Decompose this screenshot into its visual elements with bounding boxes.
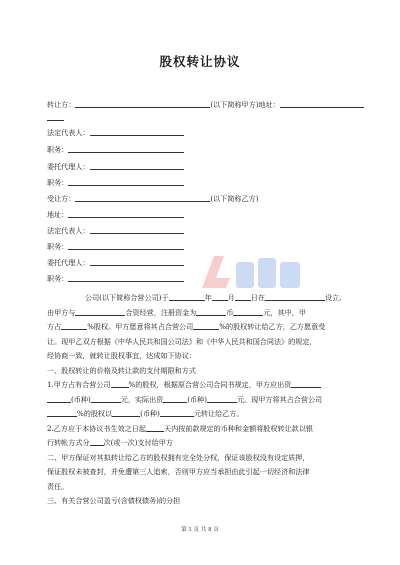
clause1-contribution-blank[interactable] bbox=[291, 380, 321, 388]
transfer-percent-blank[interactable] bbox=[193, 322, 219, 330]
transferee-position-label: 职务： bbox=[47, 242, 69, 251]
transferee-address-line bbox=[47, 210, 184, 219]
clause-1-row-3: %的股权以 (币种) 元转让给乙方。 bbox=[47, 407, 357, 422]
transferor-legal-rep-label: 法定代表人： bbox=[47, 128, 90, 137]
transferee-line bbox=[47, 194, 258, 203]
transferee-position2-label: 职务： bbox=[47, 274, 69, 283]
partner-blank[interactable] bbox=[75, 308, 125, 316]
clause-1-row-1: 1.甲方占有合营公司 %的股权，根据原合营公司合同书规定，甲方应出资 bbox=[47, 378, 357, 393]
transferee-legal-rep-line bbox=[47, 226, 184, 235]
section-2-line-3: 责任。 bbox=[47, 481, 69, 491]
transferor-suffix: (以下简称甲方) bbox=[210, 100, 259, 109]
transferee-legal-rep-blank[interactable] bbox=[90, 226, 184, 234]
clause1-blank-a[interactable] bbox=[47, 395, 71, 403]
clause2-installments-blank[interactable] bbox=[90, 438, 104, 446]
transferor-position2-blank[interactable] bbox=[68, 178, 184, 186]
watermark-mark bbox=[202, 256, 230, 288]
clause1-blank-d[interactable] bbox=[207, 395, 237, 403]
share-percent-blank[interactable] bbox=[61, 322, 87, 330]
transferor-legal-rep-line bbox=[47, 128, 184, 137]
transferee-agent-line bbox=[47, 258, 184, 267]
transferor-position-line bbox=[47, 145, 184, 154]
watermark-logo bbox=[196, 248, 316, 298]
watermark-glyph-2 bbox=[258, 258, 276, 288]
capital-amount-blank[interactable] bbox=[233, 308, 263, 316]
transferee-address-blank[interactable] bbox=[68, 210, 184, 218]
section-2-line-2: 保证股权未被查封，并免遭第三人追索，否则甲方应当承担由此引起一切经济和法律 bbox=[47, 467, 310, 476]
transferor-legal-rep-blank[interactable] bbox=[90, 128, 184, 136]
transferee-label: 受让方： bbox=[47, 194, 76, 203]
clause-2-row-1: 2.乙方应于本协议书生效之日起 天内按前款规定的币种和金额将股权转让款以银 bbox=[47, 423, 313, 433]
transferee-position-blank[interactable] bbox=[68, 242, 184, 250]
clause1-blank-e[interactable] bbox=[47, 409, 77, 417]
transferor-blank[interactable] bbox=[75, 100, 210, 108]
transferor-position2-line bbox=[47, 178, 184, 187]
clause1-percent-blank[interactable] bbox=[111, 380, 129, 388]
transferee-blank[interactable] bbox=[75, 194, 210, 202]
agreement-body bbox=[47, 291, 357, 509]
section-1-heading: 一、股权转让的价格及转让款的支付期限和方式 bbox=[47, 365, 196, 375]
clause1-blank-g[interactable] bbox=[160, 409, 194, 417]
transferee-legal-rep-label: 法定代表人： bbox=[47, 226, 90, 235]
transferee-position2-line bbox=[47, 274, 184, 283]
page-number: 第 1 页 共 8 页 bbox=[181, 527, 219, 533]
clause2-days-blank[interactable] bbox=[146, 424, 164, 432]
intro-row-5: 经协商一致，就转让股权事宜，达成如下协议： bbox=[47, 351, 196, 360]
section-3-heading: 三、有关合营公司盈亏(含债权债务)的分担 bbox=[47, 496, 181, 505]
transferor-line bbox=[47, 100, 364, 109]
transferor-label: 转让方： bbox=[47, 100, 76, 109]
transferee-position-line bbox=[47, 242, 184, 251]
intro-row-2: 由甲方与 合资经营，注册资金为 币 元，其中，甲 bbox=[47, 307, 306, 317]
transferor-address-continued bbox=[47, 113, 64, 122]
document-title: 股权转让协议 bbox=[159, 54, 241, 69]
transferee-position2-blank[interactable] bbox=[68, 274, 184, 282]
transferor-agent-line bbox=[47, 162, 184, 171]
watermark-glyph-3 bbox=[280, 262, 300, 288]
capital-currency-blank[interactable] bbox=[196, 308, 226, 316]
watermark-glyph-1 bbox=[236, 262, 254, 288]
section-2-line-1: 二、甲方保证对其拟转让给乙方的股权拥有完全处分权，保证该股权没有设定质押， bbox=[47, 452, 310, 462]
transferee-suffix: (以下简称乙方) bbox=[210, 194, 259, 203]
clause1-blank-c[interactable] bbox=[163, 395, 187, 403]
transferor-address-label: 地址： bbox=[258, 100, 280, 109]
transferor-address-blank-2[interactable] bbox=[47, 113, 64, 121]
clause1-blank-b[interactable] bbox=[91, 395, 121, 403]
transferor-agent-label: 委托代理人： bbox=[47, 162, 90, 171]
transferee-agent-label: 委托代理人： bbox=[47, 258, 90, 267]
transferee-address-label: 地址： bbox=[47, 210, 69, 219]
transferor-position-label: 职务： bbox=[47, 145, 69, 154]
clause1-blank-f[interactable] bbox=[112, 409, 140, 417]
clause-2-row-2: 行转帐方式分 次(或一次)支付给甲方 bbox=[47, 438, 173, 447]
transferor-position-blank[interactable] bbox=[68, 145, 184, 153]
clause-1-row-2: (币种) 元，实际出资 (币种) 元。现甲方将其占合营公司 bbox=[47, 393, 357, 408]
transferor-agent-blank[interactable] bbox=[90, 162, 184, 170]
intro-row-1: 公司(以下简称合营公司)于 年 月 日在 设立, bbox=[85, 293, 342, 302]
transferee-agent-blank[interactable] bbox=[90, 258, 184, 266]
transferor-address-blank[interactable] bbox=[280, 100, 364, 108]
intro-row-3: 方占 %股权。甲方愿意将其占合营公司 %的股权转让给乙方，乙方愿意受 bbox=[47, 322, 326, 331]
transferor-position2-label: 职务： bbox=[47, 178, 69, 187]
intro-row-4: 让。现甲乙双方根据《中华人民共和国公司法》和《中华人民共和国合同法》的规定， bbox=[47, 336, 317, 346]
